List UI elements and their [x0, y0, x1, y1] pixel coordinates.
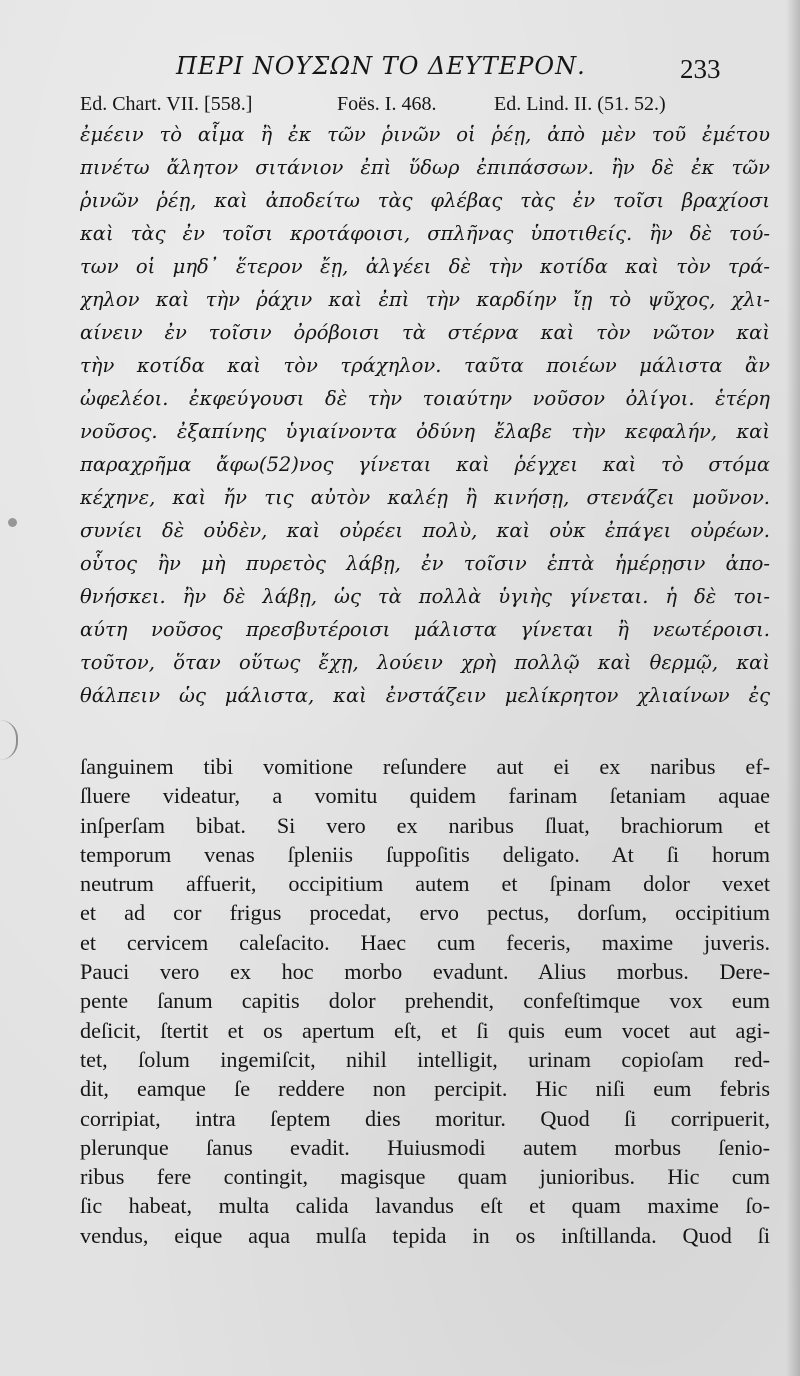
- latin-text-block: [80, 752, 770, 1250]
- greek-line: παραχρῆμα ἄφω(52)νος γίνεται καὶ ῥέγχει καὶ τὸ στόμα: [80, 453, 770, 476]
- latin-line: Pauci vero ex hoc morbo evadunt. Alius morbus. Dere-: [80, 959, 770, 985]
- greek-line: ῥινῶν ῥέῃ, καὶ ἀποδείτω τὰς φλέβας τὰς ἐν τοῖσι βραχίοσι: [80, 189, 770, 212]
- latin-line: corripiat, intra ſeptem dies moritur. Quod ſi corripuerit,: [80, 1105, 770, 1131]
- ref-ed-chart: Ed. Chart. VII. [558.]: [80, 93, 253, 115]
- ref-ed-lind: Ed. Lind. II. (51. 52.): [494, 93, 666, 115]
- greek-line: ἐμέειν τὸ αἷμα ἢ ἐκ τῶν ῥινῶν οἱ ῥέῃ, ἀπὸ μὲν τοῦ ἐμέτου: [80, 123, 770, 146]
- latin-line: ſluere videatur, a vomitu quidem farinam ſetaniam aquae: [80, 783, 770, 809]
- running-title: ΠΕΡΙ ΝΟΥΣΩΝ ΤΟ ΔΕΥΤΕΡΟΝ.: [176, 52, 586, 80]
- page-header: [0, 52, 800, 86]
- page-edge-shadow: [786, 0, 800, 1376]
- latin-line: ſic habeat, multa calida lavandus eſt et quam maxime ſo-: [80, 1193, 770, 1219]
- latin-line: temporum venas ſpleniis ſuppoſitis deligato. At ſi horum: [80, 841, 770, 867]
- latin-line: tet, ſolum ingemiſcit, nihil intelligit, urinam copioſam red-: [80, 1046, 770, 1072]
- greek-line: χηλον καὶ τὴν ῥάχιν καὶ ἐπὶ τὴν καρδίην ἴῃ τὸ ψῦχος, χλι-: [80, 288, 770, 311]
- latin-line: inſperſam bibat. Si vero ex naribus ſluat, brachiorum et: [80, 812, 770, 838]
- greek-text-block: [80, 118, 770, 712]
- greek-line: οὗτος ἢν μὴ πυρετὸς λάβῃ, ἐν τοῖσιν ἑπτὰ ἡμέρῃσιν ἀπο-: [80, 552, 770, 575]
- margin-dot-mark: [8, 518, 17, 527]
- latin-line: pente ſanum capitis dolor prehendit, confeſtimque vox eum: [80, 988, 770, 1014]
- latin-line: vendus, eique aqua mulſa tepida in os inſtillanda. Quod ſi: [80, 1222, 770, 1248]
- page-number: 233: [680, 54, 721, 84]
- margin-bracket-mark: [0, 720, 18, 760]
- latin-line: plerunque ſanus evadit. Huiusmodi autem morbus ſenio-: [80, 1134, 770, 1160]
- greek-line: αύτη νοῦσος πρεσβυτέροισι μάλιστα γίνεται ἢ νεωτέροισι.: [80, 618, 770, 641]
- latin-line: et ad cor frigus procedat, ervo pectus, dorſum, occipitium: [80, 900, 770, 926]
- edition-references: [80, 93, 770, 119]
- latin-line: et cervicem caleſacito. Haec cum feceris, maxime juveris.: [80, 929, 770, 955]
- greek-line: τοῦτον, ὅταν οὕτως ἔχῃ, λούειν χρὴ πολλῷ καὶ θερμῷ, καὶ: [80, 651, 770, 674]
- latin-line: dit, eamque ſe reddere non percipit. Hic niſi eum febris: [80, 1076, 770, 1102]
- greek-line: τὴν κοτίδα καὶ τὸν τράχηλον. ταῦτα ποιέων μάλιστα ἂν: [80, 354, 770, 377]
- greek-line: κέχηνε, καὶ ἤν τις αὐτὸν καλέῃ ἢ κινήσῃ, στενάζει μοῦνον.: [80, 486, 770, 509]
- ref-foes: Foës. I. 468.: [337, 93, 437, 115]
- latin-line: ſanguinem tibi vomitione reſundere aut ei ex naribus ef-: [80, 754, 770, 779]
- greek-line: αίνειν ἐν τοῖσιν ὀρόβοισι τὰ στέρνα καὶ τὸν νῶτον καὶ: [80, 321, 770, 344]
- greek-line: των οἱ μηδ᾽ ἕτερον ἔῃ, ἀλγέει δὲ τὴν κοτίδα καὶ τὸν τρά-: [80, 255, 770, 278]
- greek-line: νοῦσος. ἐξαπίνης ὑγιαίνοντα ὀδύνη ἔλαβε τὴν κεφαλήν, καὶ: [80, 420, 770, 443]
- greek-line: συνίει δὲ οὐδὲν, καὶ οὐρέει πολὺ, καὶ οὐκ ἐπάγει οὐρέων.: [80, 519, 770, 542]
- greek-line: καὶ τὰς ἐν τοῖσι κροτάφοισι, σπλῆνας ὑποτιθείς. ἢν δὲ τού-: [80, 222, 770, 245]
- greek-line: θάλπειν ὡς μάλιστα, καὶ ἐνστάζειν μελίκρητον χλιαίνων ἐς: [80, 684, 770, 707]
- greek-line: πινέτω ἄλητον σιτάνιον ἐπὶ ὕδωρ ἐπιπάσσων. ἢν δὲ ἐκ τῶν: [80, 156, 770, 179]
- latin-line: deſicit, ſtertit et os apertum eſt, et ſi quis eum vocet aut agi-: [80, 1017, 770, 1043]
- greek-line: θνήσκει. ἢν δὲ λάβῃ, ὡς τὰ πολλὰ ὑγιὴς γίνεται. ἡ δὲ τοι-: [80, 585, 770, 608]
- latin-line: neutrum affuerit, occipitium autem et ſpinam dolor vexet: [80, 871, 770, 897]
- greek-line: ὠφελέοι. ἐκφεύγουσι δὲ τὴν τοιαύτην νοῦσον ὀλίγοι. ἑτέρη: [80, 387, 770, 410]
- latin-line: ribus fere contingit, magisque quam junioribus. Hic cum: [80, 1164, 770, 1190]
